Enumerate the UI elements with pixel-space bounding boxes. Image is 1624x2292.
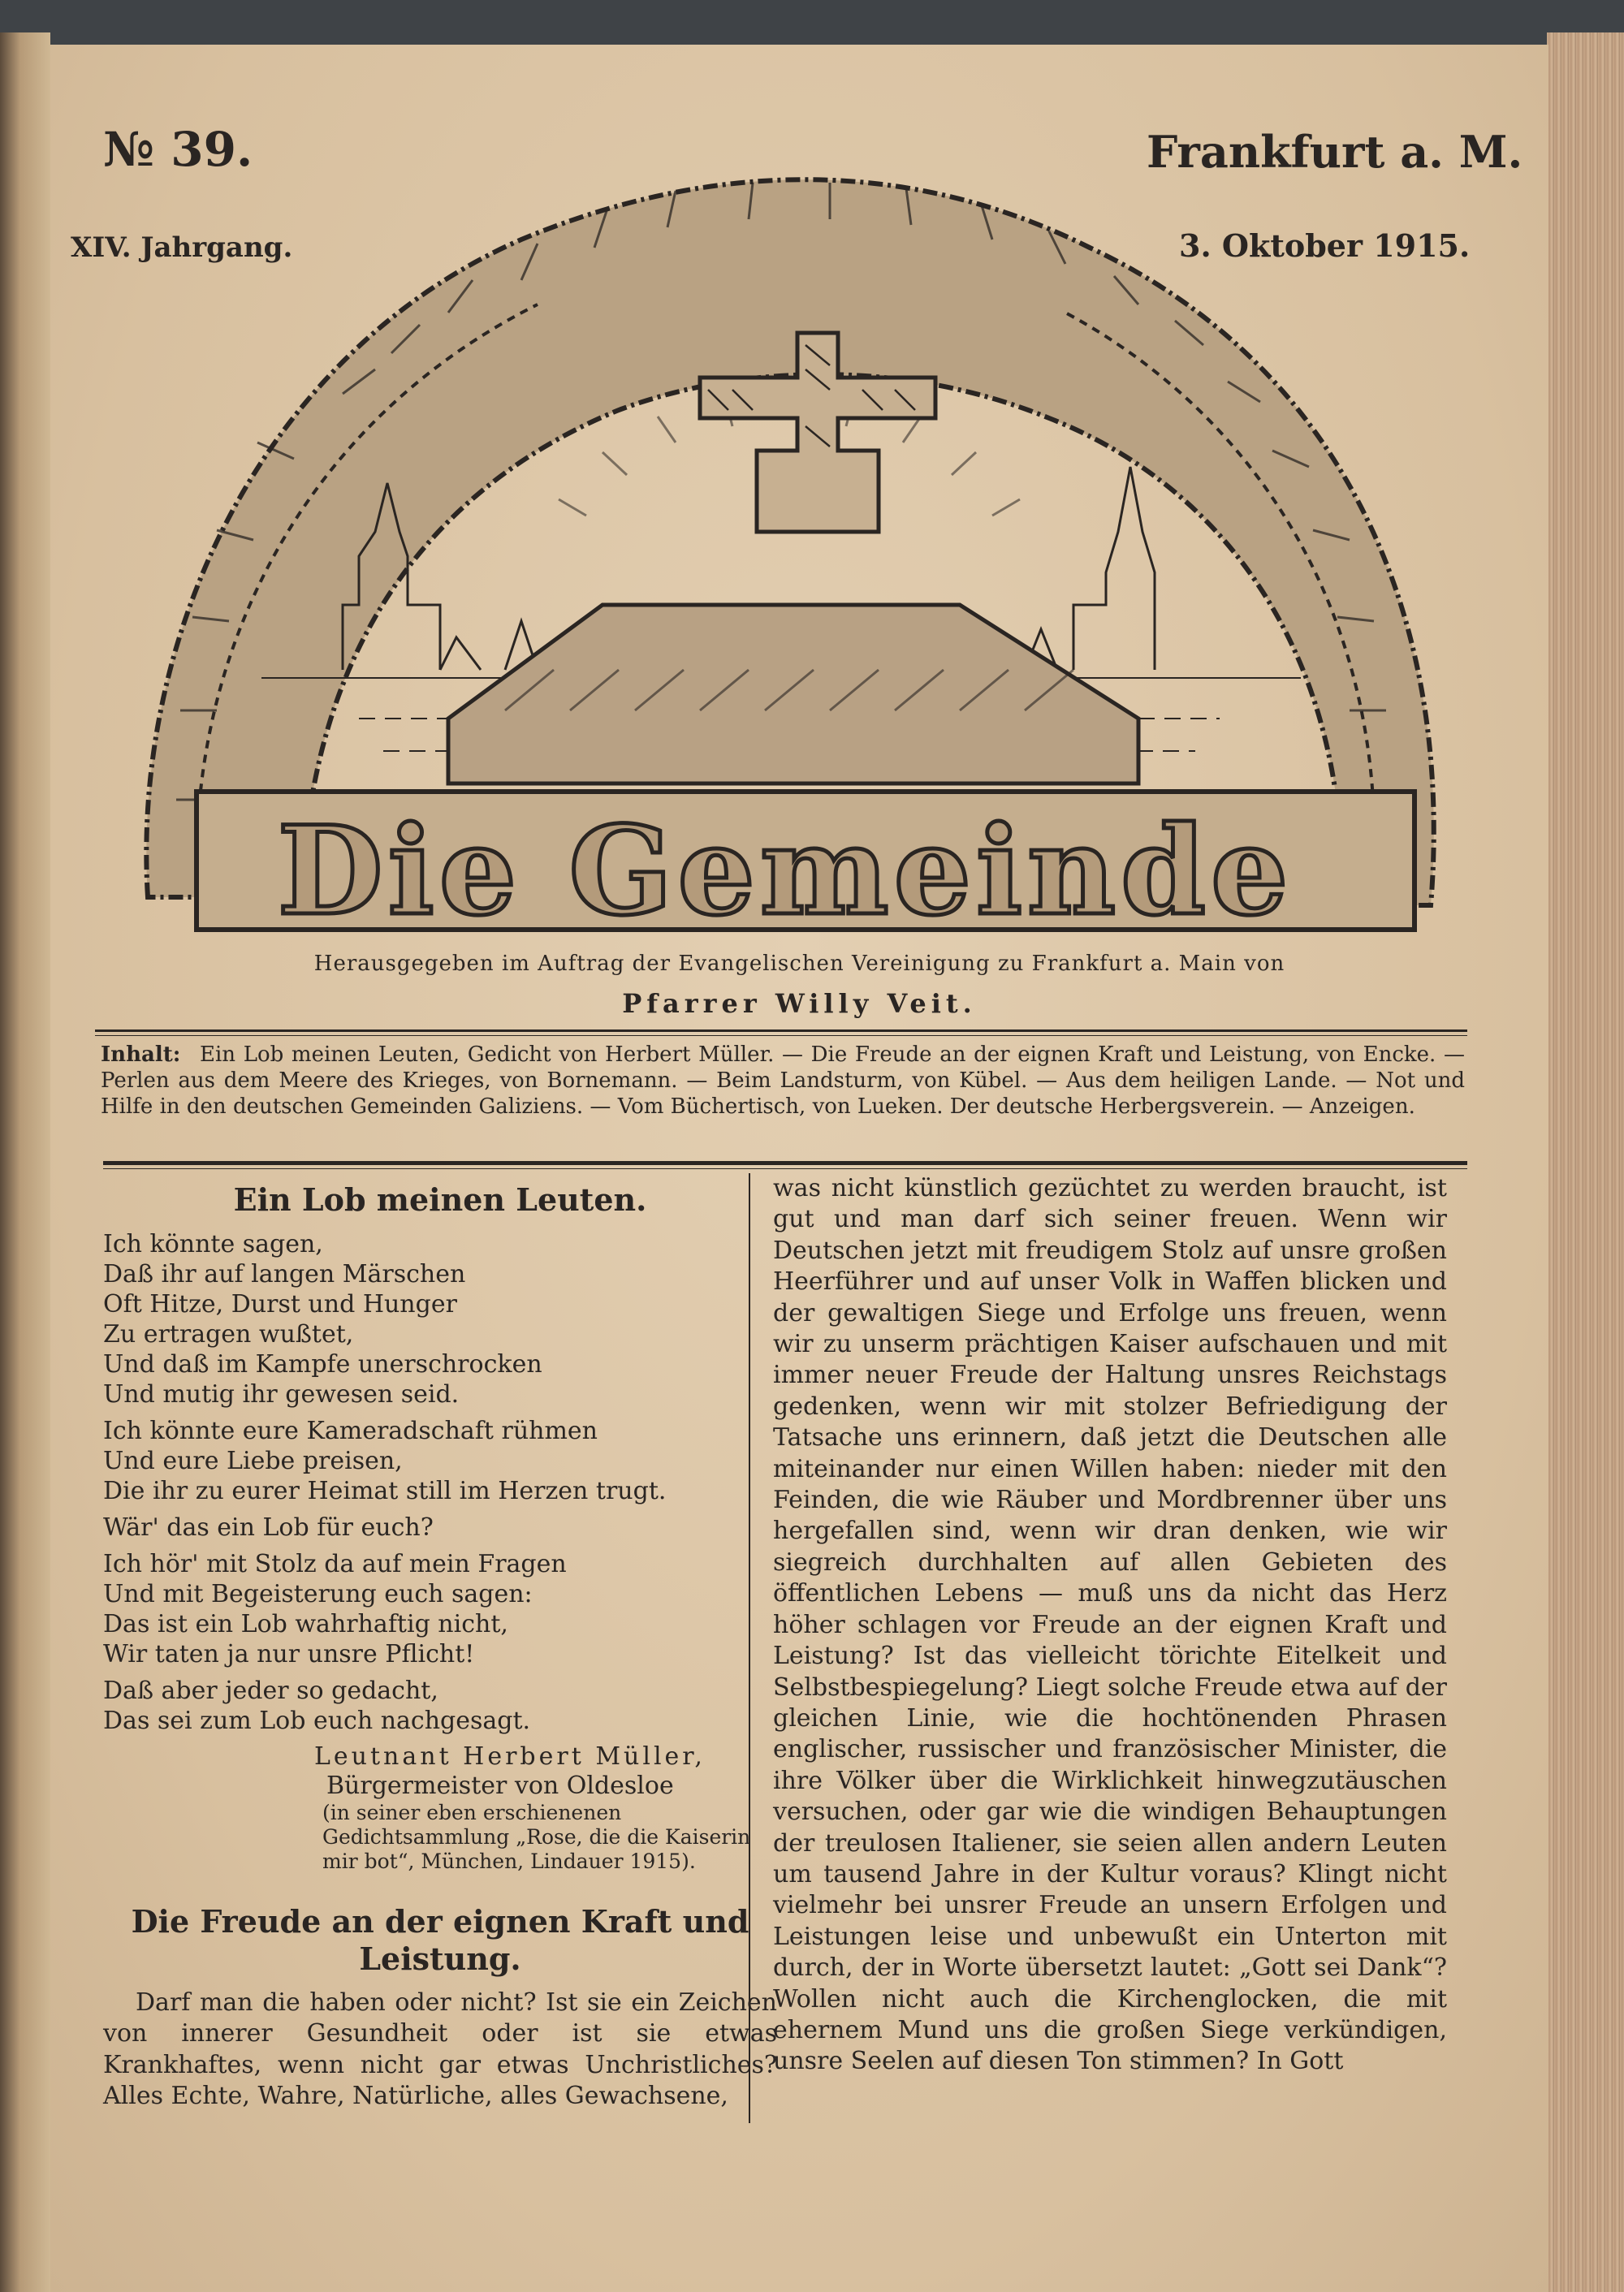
poem-author-name xyxy=(314,1742,777,1772)
poem-line: Wir taten ja nur unsre Pflicht! xyxy=(103,1640,475,1668)
contents-rule-thick xyxy=(103,1161,1467,1165)
poem-line: Und mutig ihr gewesen seid. xyxy=(103,1380,460,1409)
poem-line: Das ist ein Lob wahrhaftig nicht, xyxy=(103,1610,508,1638)
contents-rule-thin xyxy=(103,1168,1467,1169)
publication-date: 3. Oktober 1915. xyxy=(1179,227,1471,264)
book-binding-left xyxy=(0,32,50,2292)
article-text-right: was nicht künstlich gezüchtet zu werden braucht, ist gut und man darf sich seiner freuen. Wenn wir Deutschen jetzt mit freudigem Stolz auf unsre großen Heerführer und auf unser Volk in Waffen blicken und der gewaltigen Siege und Erfolge uns freuen, wenn wir zu unserm prächtigen Kaiser aufschauen und mit immer neuer Freude der Haltung unsres Reichstags gedenken, wenn wir mit stolzer Befriedigung der Tatsache uns erinnern, daß jetzt die Deutschen alle miteinander nur einen Willen haben: nieder mit den Feinden, die wie Räuber und Mordbrenner über uns hergefallen sind, wenn wir dran denken, wie wir siegreich durchhalten auf allen Gebieten des öffentlichen Lebens — muß uns da nicht das Herz höher schlagen vor Freude an der eignen Kraft und Leistung? Ist das vielleicht törichte Eitelkeit und Selbstbespiegelung? Liegt solche Freude etwa auf der gleichen Linie, wie die hochtönenden Phrasen englischer, russischer und französischer Minister, die ihre Völker über die Wirklichkeit hinwegzutäuschen versuchen, oder gar wie die windigen Behauptungen der treulosen Italiener, sie seien allen andern Leuten um tausend Jahre in der Kultur voraus? Klingt nicht vielmehr bei unsrer Freude an unsern Erfolgen und Leistungen leise und unbewußt ein Unterton mit durch, der in Worte übersetzt lautet: „Gott sei Dank“? Wollen nicht auch die Kirchenglocken, die mit ehernem Mund uns die großen Siege verkündigen, unsre Seelen auf diesen Ton stimmen? In Gott xyxy=(773,1174,1447,2076)
poem-line: Daß ihr auf langen Märschen xyxy=(103,1260,466,1288)
author-name: Leutnant Herbert Müller, xyxy=(314,1742,706,1771)
right-column xyxy=(773,1173,1447,2078)
masthead-illustration xyxy=(99,150,1471,954)
poem-title: Ein Lob meinen Leuten. xyxy=(233,1181,647,1218)
poem-author-title: Bürgermeister von Oldesloe xyxy=(326,1772,674,1800)
poem-stanza xyxy=(103,1229,777,1409)
contents-label: Inhalt: xyxy=(101,1042,181,1067)
editor-name: Pfarrer Willy Veit. xyxy=(622,988,977,1019)
publication-place: Frankfurt a. M. xyxy=(1147,126,1523,178)
table-of-contents xyxy=(101,1042,1465,1120)
poem-stanza xyxy=(103,1676,777,1736)
poem-line: Wär' das ein Lob für euch? xyxy=(103,1513,434,1542)
publisher-line: Herausgegeben im Auftrag der Evangelischen Vereinigung zu Frankfurt a. Main von xyxy=(313,952,1285,976)
article-title: Die Freude an der eignen Kraft und Leistung. xyxy=(131,1903,749,1977)
poem-line: Und mit Begeisterung euch sagen: xyxy=(103,1580,533,1608)
poem-stanza xyxy=(103,1416,777,1506)
left-column xyxy=(103,1181,777,2113)
issue-number: № 39. xyxy=(103,122,253,177)
masthead-logo-text: Die Gemeinde xyxy=(277,800,1294,943)
poem-line: Das sei zum Lob euch nachgesagt. xyxy=(103,1707,531,1735)
poem-line: Ich könnte sagen, xyxy=(103,1230,323,1258)
book-page-stack xyxy=(1547,32,1624,2292)
poem-line: Ich könnte eure Kameradschaft rühmen xyxy=(103,1417,598,1445)
volume-year: XIV. Jahrgang. xyxy=(71,231,293,264)
header-rule-thin xyxy=(95,1035,1467,1036)
contents-text: Ein Lob meinen Leuten, Gedicht von Herbert Müller. — Die Freude an der eignen Kraft und Leistung, von Encke. — Perlen aus dem Meere des Krieges, von Bornemann. — Beim Landsturm, von Kübel. — Aus dem heiligen Lande. — Not und Hilfe in den deutschen Gemeinden Galiziens. — Vom Büchertisch, von Lueken. Der deutsche Herbergsverein. — Anzeigen. xyxy=(101,1042,1465,1119)
poem-source: (in seiner eben erschienenen Gedichtsammlung „Rose, die die Kaiserin mir bot“, München, Lindauer 1915). xyxy=(322,1801,751,1873)
header-rule-top xyxy=(95,1029,1467,1032)
article-text-left: Darf man die haben oder nicht? Ist sie ein Zeichen von innerer Gesundheit oder ist sie etwas Krankhaftes, wenn nicht gar etwas Unchristliches? Alles Echte, Wahre, Natürliche, alles Gewachsene, xyxy=(103,1988,777,2111)
poem-line: Daß aber jeder so gedacht, xyxy=(103,1677,438,1705)
poem-line: Ich hör' mit Stolz da auf mein Fragen xyxy=(103,1550,567,1578)
poem-line: Die ihr zu eurer Heimat still im Herzen trugt. xyxy=(103,1477,667,1505)
poem-line: Zu ertragen wußtet, xyxy=(103,1320,354,1349)
poem-line: Und daß im Kampfe unerschrocken xyxy=(103,1350,542,1379)
poem-stanza xyxy=(103,1513,777,1543)
masthead-drawing xyxy=(99,150,1471,954)
poem-line: Oft Hitze, Durst und Hunger xyxy=(103,1290,457,1319)
poem-stanza xyxy=(103,1549,777,1669)
poem-line: Und eure Liebe preisen, xyxy=(103,1447,403,1475)
newspaper-page xyxy=(50,45,1548,2292)
